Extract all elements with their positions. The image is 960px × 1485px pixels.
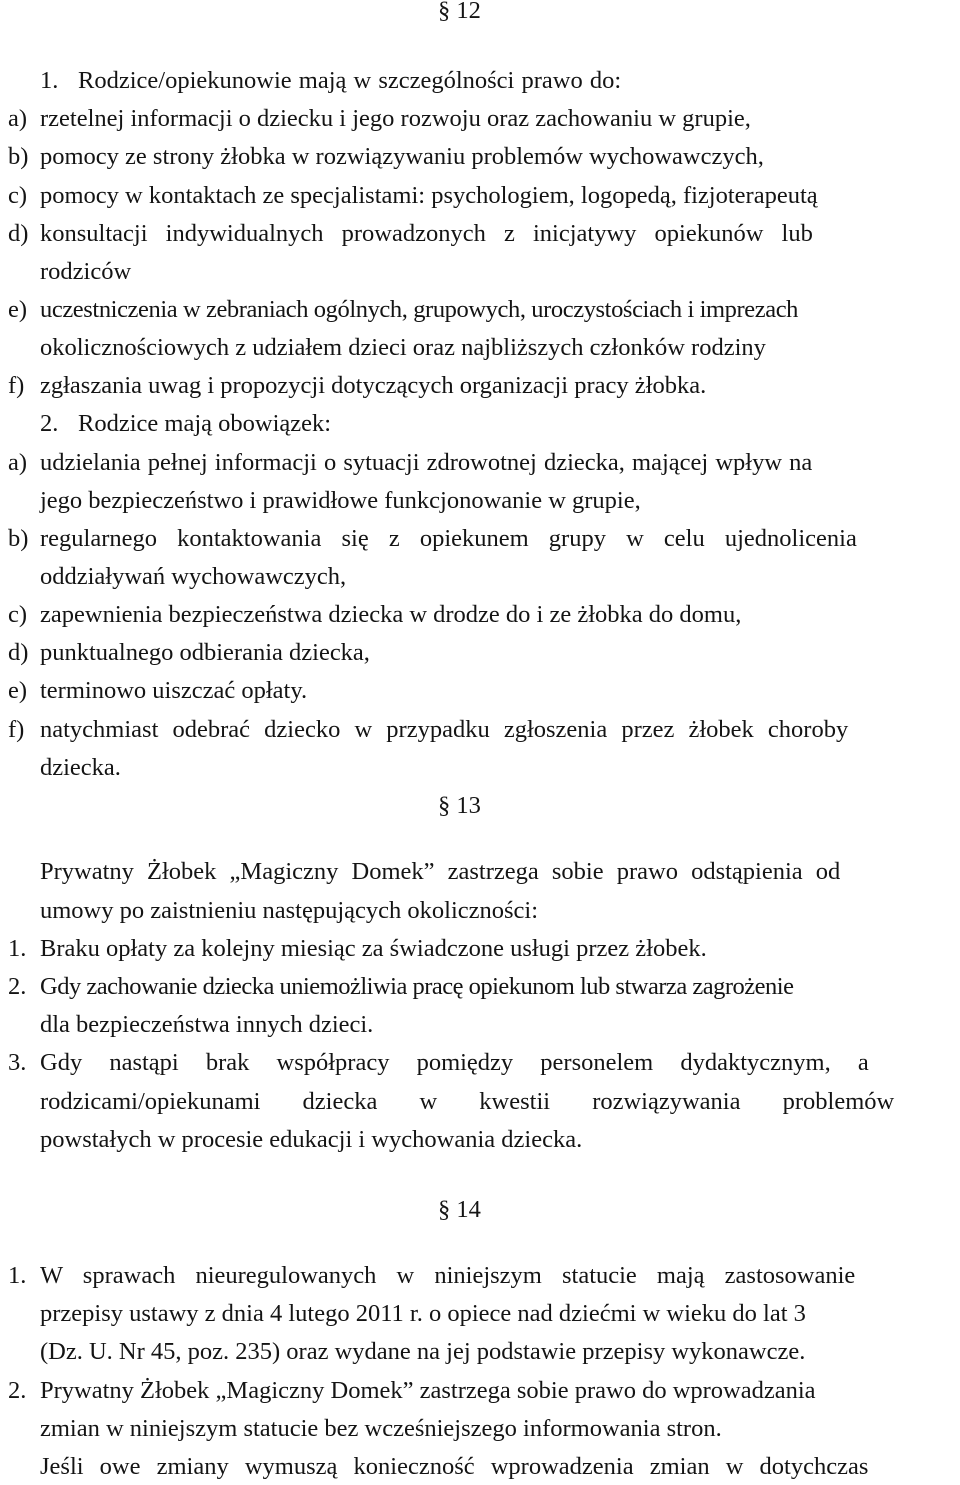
item-2-number: 2. — [40, 410, 59, 437]
section-13-heading: § 13 — [438, 792, 481, 819]
section-13-intro-line1: Prywatny Żłobek „Magiczny Domek” zastrzega sobie prawo odstąpienia od — [40, 858, 841, 885]
duty-e-label: e) — [8, 677, 28, 704]
provision-1-text-line1: W sprawach nieuregulowanych w niniejszym statucie mają zastosowanie — [40, 1262, 856, 1289]
duty-d-text: punktualnego odbierania dziecka, — [40, 639, 370, 666]
item-2-text: Rodzice mają obowiązek: — [78, 410, 332, 437]
right-e-label: e) — [8, 296, 28, 323]
condition-3-text-line3: powstałych w procesie edukacji i wychowania dziecka. — [40, 1126, 583, 1153]
section-14-heading: § 14 — [438, 1196, 481, 1223]
right-e-text-line2: okolicznościowych z udziałem dzieci oraz najbliższych członków rodziny — [40, 334, 766, 361]
duty-a-text-line2: jego bezpieczeństwo i prawidłowe funkcjonowanie w grupie, — [40, 487, 641, 514]
condition-2-text-line2: dla bezpieczeństwa innych dzieci. — [40, 1011, 374, 1038]
provision-2-number: 2. — [8, 1377, 27, 1404]
duty-a-text-line1: udzielania pełnej informacji o sytuacji zdrowotnej dziecka, mającej wpływ na — [40, 449, 813, 476]
section-13-intro-line2: umowy po zaistnieniu następujących okoliczności: — [40, 897, 539, 924]
condition-3-text-line1: Gdy nastąpi brak współpracy pomiędzy personelem dydaktycznym, a — [40, 1049, 869, 1076]
item-1-number: 1. — [40, 67, 59, 94]
provision-2-text-line1: Prywatny Żłobek „Magiczny Domek” zastrzega sobie prawo do wprowadzania — [40, 1377, 816, 1404]
condition-3-text-line2: rodzicami/opiekunami dziecka w kwestii rozwiązywania problemów — [40, 1088, 895, 1115]
right-d-text-line1: konsultacji indywidualnych prowadzonych z inicjatywy opiekunów lub — [40, 220, 813, 247]
provision-2-text-line3: Jeśli owe zmiany wymuszą konieczność wprowadzenia zmian w dotychczas — [40, 1453, 869, 1480]
condition-1-number: 1. — [8, 935, 27, 962]
right-b-label: b) — [8, 143, 29, 170]
duty-b-label: b) — [8, 525, 29, 552]
right-e-text-line1: uczestniczenia w zebraniach ogólnych, grupowych, uroczystościach i imprezach — [40, 296, 799, 323]
right-a-label: a) — [8, 105, 28, 132]
duty-b-text-line2: oddziaływań wychowawczych, — [40, 563, 347, 590]
section-12-heading: § 12 — [438, 0, 481, 24]
duty-f-text-line1: natychmiast odebrać dziecko w przypadku zgłoszenia przez żłobek choroby — [40, 716, 849, 743]
condition-1-text: Braku opłaty za kolejny miesiąc za świadczone usługi przez żłobek. — [40, 935, 707, 962]
right-f-label: f) — [8, 372, 25, 399]
provision-2-text-line2: zmian w niniejszym statucie bez wcześniejszego informowania stron. — [40, 1415, 722, 1442]
item-1-text: Rodzice/opiekunowie mają w szczególności prawo do: — [78, 67, 622, 94]
right-d-text-line2: rodziców — [40, 258, 132, 285]
provision-1-text-line2: przepisy ustawy z dnia 4 lutego 2011 r. o opiece nad dziećmi w wieku do lat 3 — [40, 1300, 806, 1327]
duty-c-label: c) — [8, 601, 28, 628]
duty-f-label: f) — [8, 716, 25, 743]
condition-2-text-line1: Gdy zachowanie dziecka uniemożliwia pracę opiekunom lub stwarza zagrożenie — [40, 973, 794, 1000]
condition-3-number: 3. — [8, 1049, 27, 1076]
duty-f-text-line2: dziecka. — [40, 754, 121, 781]
right-d-label: d) — [8, 220, 29, 247]
condition-2-number: 2. — [8, 973, 27, 1000]
duty-c-text: zapewnienia bezpieczeństwa dziecka w drodze do i ze żłobka do domu, — [40, 601, 742, 628]
right-b-text: pomocy ze strony żłobka w rozwiązywaniu problemów wychowawczych, — [40, 143, 764, 170]
right-a-text: rzetelnej informacji o dziecku i jego rozwoju oraz zachowaniu w grupie, — [40, 105, 751, 132]
duty-b-text-line1: regularnego kontaktowania się z opiekunem grupy w celu ujednolicenia — [40, 525, 857, 552]
duty-a-label: a) — [8, 449, 28, 476]
provision-1-text-line3: (Dz. U. Nr 45, poz. 235) oraz wydane na jej podstawie przepisy wykonawcze. — [40, 1338, 806, 1365]
right-f-text: zgłaszania uwag i propozycji dotyczących organizacji pracy żłobka. — [40, 372, 707, 399]
right-c-text: pomocy w kontaktach ze specjalistami: psychologiem, logopedą, fizjoterapeutą — [40, 182, 818, 209]
duty-d-label: d) — [8, 639, 29, 666]
provision-1-number: 1. — [8, 1262, 27, 1289]
duty-e-text: terminowo uiszczać opłaty. — [40, 677, 308, 704]
right-c-label: c) — [8, 182, 28, 209]
